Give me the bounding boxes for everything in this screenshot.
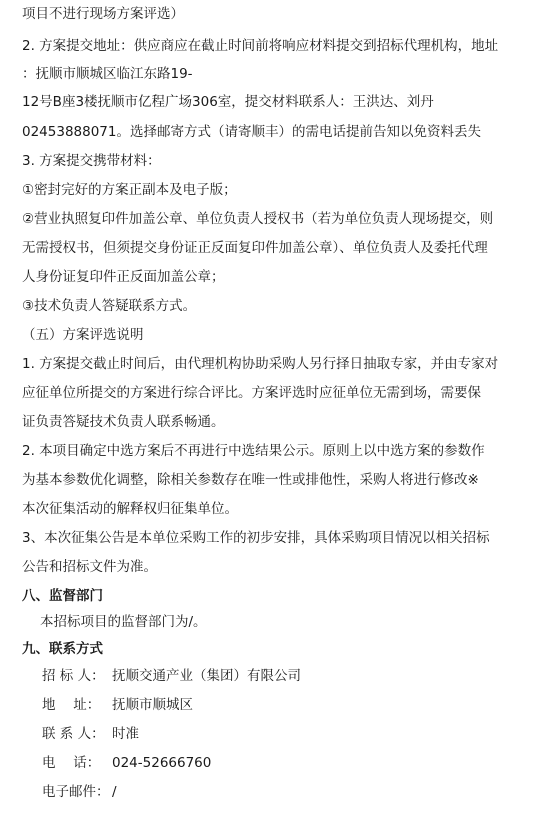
section-heading: 九、联系方式 bbox=[22, 641, 103, 657]
text-line: 项目不进行现场方案评选） bbox=[22, 6, 184, 22]
contact-label: 联 系 人： bbox=[42, 726, 105, 742]
text-line: 1. 方案提交截止时间后，由代理机构协助采购人另行择日抽取专家，并由专家对 bbox=[22, 356, 499, 372]
text-line: ①密封完好的方案正副本及电子版； bbox=[22, 182, 237, 198]
text-line: 2. 本项目确定中选方案后不再进行中选结果公示。原则上以中选方案的参数作 bbox=[22, 443, 485, 459]
text-line: ：抚顺市顺城区临江东路19- bbox=[22, 66, 193, 82]
contact-label: 地 址： bbox=[42, 697, 101, 713]
text-line: 公告和招标文件为准。 bbox=[22, 559, 157, 575]
contact-label: 电 话： bbox=[42, 755, 101, 771]
text-line: 本次征集活动的解释权归征集单位。 bbox=[22, 501, 238, 517]
text-line: 02453888071。选择邮寄方式（请寄顺丰）的需电话提前告知以免资料丢失 bbox=[22, 124, 481, 140]
contact-value: / bbox=[112, 784, 117, 800]
text-line: 为基本参数优化调整，除相关参数存在唯一性或排他性，采购人将进行修改※ bbox=[22, 472, 479, 488]
text-line: 无需授权书，但须提交身份证正反面复印件加盖公章）、单位负责人及委托代理 bbox=[22, 240, 488, 256]
subsection-heading: （五）方案评选说明 bbox=[22, 327, 144, 343]
text-line: 12号B座3楼抚顺市亿程广场306室，提交材料联系人：王洪达、刘丹 bbox=[22, 94, 434, 110]
text-line: 3. 方案提交携带材料： bbox=[22, 153, 161, 169]
text-line: ②营业执照复印件加盖公章、单位负责人授权书（若为单位负责人现场提交，则 bbox=[22, 211, 494, 227]
contact-value: 抚顺交通产业（集团）有限公司 bbox=[112, 668, 301, 684]
contact-value: 时准 bbox=[112, 726, 139, 742]
contact-row bbox=[42, 724, 139, 744]
text-line: ③技术负责人答疑联系方式。 bbox=[22, 298, 197, 314]
section-heading: 八、监督部门 bbox=[22, 588, 103, 604]
contact-row bbox=[42, 695, 193, 715]
contact-row bbox=[42, 666, 301, 686]
text-line: 2. 方案提交地址：供应商应在截止时间前将响应材料提交到招标代理机构，地址 bbox=[22, 38, 499, 54]
contact-value: 抚顺市顺城区 bbox=[112, 697, 193, 713]
section-text: 本招标项目的监督部门为/。 bbox=[40, 614, 207, 630]
text-line: 证负责答疑技术负责人联系畅通。 bbox=[22, 414, 225, 430]
contact-label: 招 标 人： bbox=[42, 668, 105, 684]
text-line: 3、本次征集公告是本单位采购工作的初步安排，具体采购项目情况以相关招标 bbox=[22, 530, 490, 546]
contact-row bbox=[42, 782, 117, 802]
contact-row bbox=[42, 753, 211, 773]
contact-label: 电子邮件： bbox=[42, 784, 110, 800]
text-line: 人身份证复印件正反面加盖公章； bbox=[22, 269, 225, 285]
text-line: 应征单位所提交的方案进行综合评比。方案评选时应征单位无需到场，需要保 bbox=[22, 385, 481, 401]
contact-value: 024-52666760 bbox=[112, 755, 212, 771]
